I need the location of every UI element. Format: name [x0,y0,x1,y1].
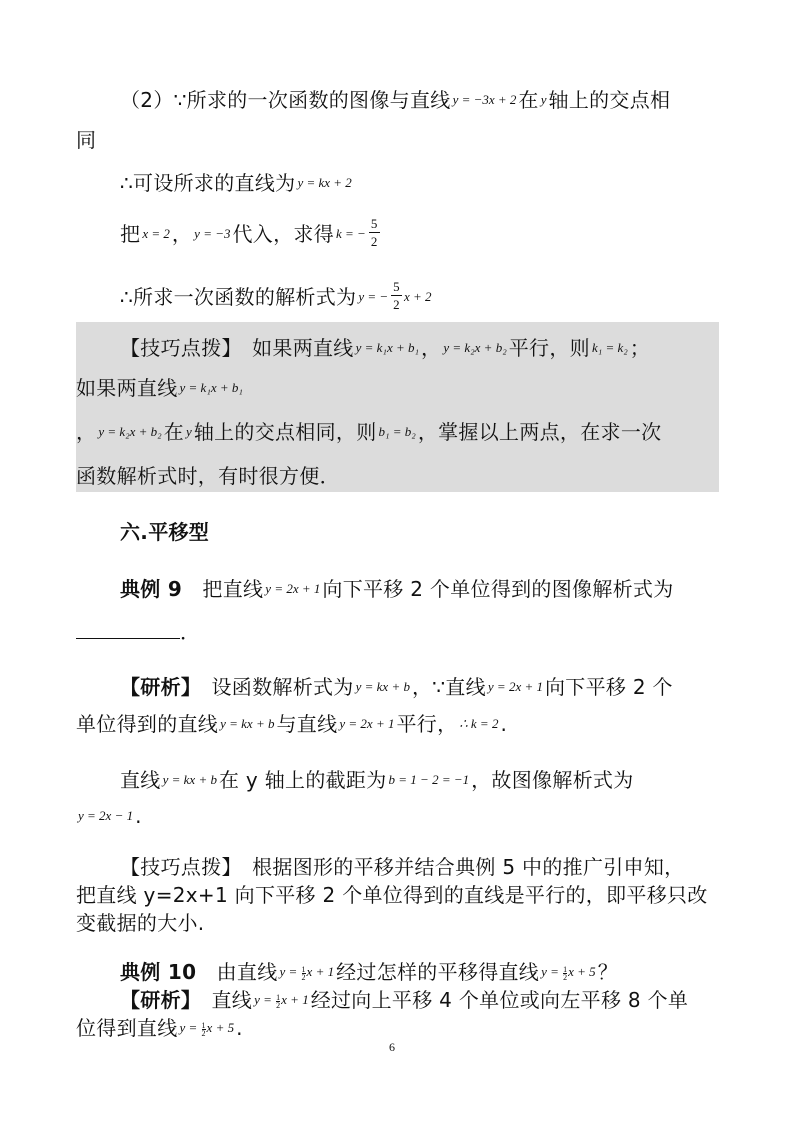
example-9-line2 [76,618,200,646]
analysis-9-line2 [76,710,507,741]
tip-2-line1 [120,853,684,881]
text: 向下平移 2 个单位得到的图像解析式为 [322,577,674,601]
text: 同 [76,128,97,152]
answer-blank [76,620,180,639]
formula: y = $\frac{1}{2}$ x + 5 [541,964,596,982]
formula: y = 2x + 1 [339,716,395,731]
tip-box-line4 [76,462,340,490]
analysis-9-line1 [120,673,673,704]
example-label: 典例 9 [120,577,183,601]
text: 经过怎样的平移得直线 [336,960,540,984]
example-label: 典例 10 [120,960,197,984]
solution-step-assume [120,169,354,200]
example-9-line1 [120,575,674,606]
text: 平行，则 [508,336,590,360]
text: 直线 [191,988,253,1012]
text: （2）∵所求的一次函数的图像与直线 [120,88,451,112]
formula: k = − [336,226,366,241]
formula: k₁ = k₂ [591,340,628,355]
text: 在 [518,88,539,112]
formula: y = kx + 2 [297,175,352,190]
text: 位得到直线 [76,1016,178,1040]
tip-2-line3 [76,909,204,937]
text: ， [171,222,193,246]
formula: b₁ = b₂ [378,424,416,439]
text: 轴上的交点相 [548,88,671,112]
solution-step-2-line2 [76,126,96,154]
analysis-label: 【研析】 [120,988,192,1012]
analysis-9-intercept-line2 [76,802,142,833]
text: ， [421,336,442,360]
text: 与直线 [276,712,338,736]
formula: y = k₁x + b₁ [179,380,243,395]
text: 向下平移 2 个 [545,675,673,699]
formula: y = $\frac{1}{2}$ x + 1 [279,964,335,982]
text: 如果两直线 [76,376,178,400]
tip-box-line3 [76,418,661,449]
text: 把直线 [182,577,264,601]
solution-step-result [120,281,434,316]
formula: x = 2 [142,226,170,241]
text: ，∵直线 [411,675,486,699]
text: ， [76,420,97,444]
formula: y = kx + b [355,679,410,694]
formula: y = −3x + 2 [452,92,517,107]
formula: y = $\frac{1}{2}$ x + 5 [179,1020,235,1038]
text: . [236,1016,243,1040]
section-title: 六.平移型 [120,520,210,544]
section-heading [120,518,209,546]
text: ． [180,620,201,644]
text: . [500,712,508,736]
analysis-9-intercept-line1 [120,766,634,797]
text: 轴上的交点相同，则 [193,420,377,444]
text: ； [629,336,651,360]
formula: y [186,424,192,439]
text: 单位得到的直线 [76,712,219,736]
formula: y = k₂x + b₂ [443,340,507,355]
text: 【技巧点拨】 如果两直线 [120,336,354,360]
analysis-10-line1 [120,986,688,1017]
formula: y [540,92,547,107]
text: ？ [597,960,618,984]
text: 在 [163,420,185,444]
example-10 [120,958,618,989]
formula: y = $\frac{1}{2}$ x + 1 [254,992,309,1010]
text: ，故图像解析式为 [471,768,634,792]
text: 由直线 [196,960,278,984]
text: . [135,804,142,828]
text: 变截据的大小. [76,911,205,935]
formula: y = k₂x + b₂ [98,424,162,439]
text: 平行， [396,712,458,736]
tip-box-line2 [76,374,245,405]
text: 【技巧点拨】 根据图形的平移并结合典例 5 中的推广引申知， [120,855,685,879]
tip-box-line1 [120,334,650,365]
formula: y = 2x + 1 [265,581,321,596]
text: ，掌握以上两点，在求一次 [417,420,662,444]
tip-2-line2 [76,881,708,909]
formula: x + 2 [403,289,432,304]
page-number: 6 [389,1040,395,1054]
text: ∴可设所求的直线为 [120,171,296,195]
text: 函数解析式时，有时很方便． [76,464,340,488]
analysis-label: 【研析】 [120,675,192,699]
formula: y = 2x − 1 [78,808,134,823]
text: ∴所求一次函数的解析式为 [120,285,357,309]
formula: y = − [358,289,389,304]
formula: y = kx + b [220,716,275,731]
solution-step-2-line1 [120,86,670,117]
fraction: $\frac{5}{2}$ [393,279,400,312]
fraction: $\frac{5}{2}$ [370,216,378,249]
text: 把直线 y=2x+1 向下平移 2 个单位得到的直线是平行的，即平移只改 [76,883,708,907]
text: 把 [120,222,141,246]
text: 设函数解析式为 [191,675,354,699]
text: 直线 [120,768,161,792]
formula: y = 2x + 1 [487,679,543,694]
formula: ∴ k = 2 [459,716,499,731]
formula: y = −3 [194,226,231,241]
text: 在 y 轴上的截距为 [218,768,387,792]
formula: b = 1 − 2 = −1 [388,772,470,787]
solution-step-substitute [120,218,380,253]
text: 代入，求得 [232,222,334,246]
formula: y = kx + b [162,772,217,787]
analysis-10-line2 [76,1014,243,1045]
text: 经过向上平移 4 个单位或向左平移 8 个单 [310,988,689,1012]
formula: y = k₁x + b₁ [355,340,420,355]
